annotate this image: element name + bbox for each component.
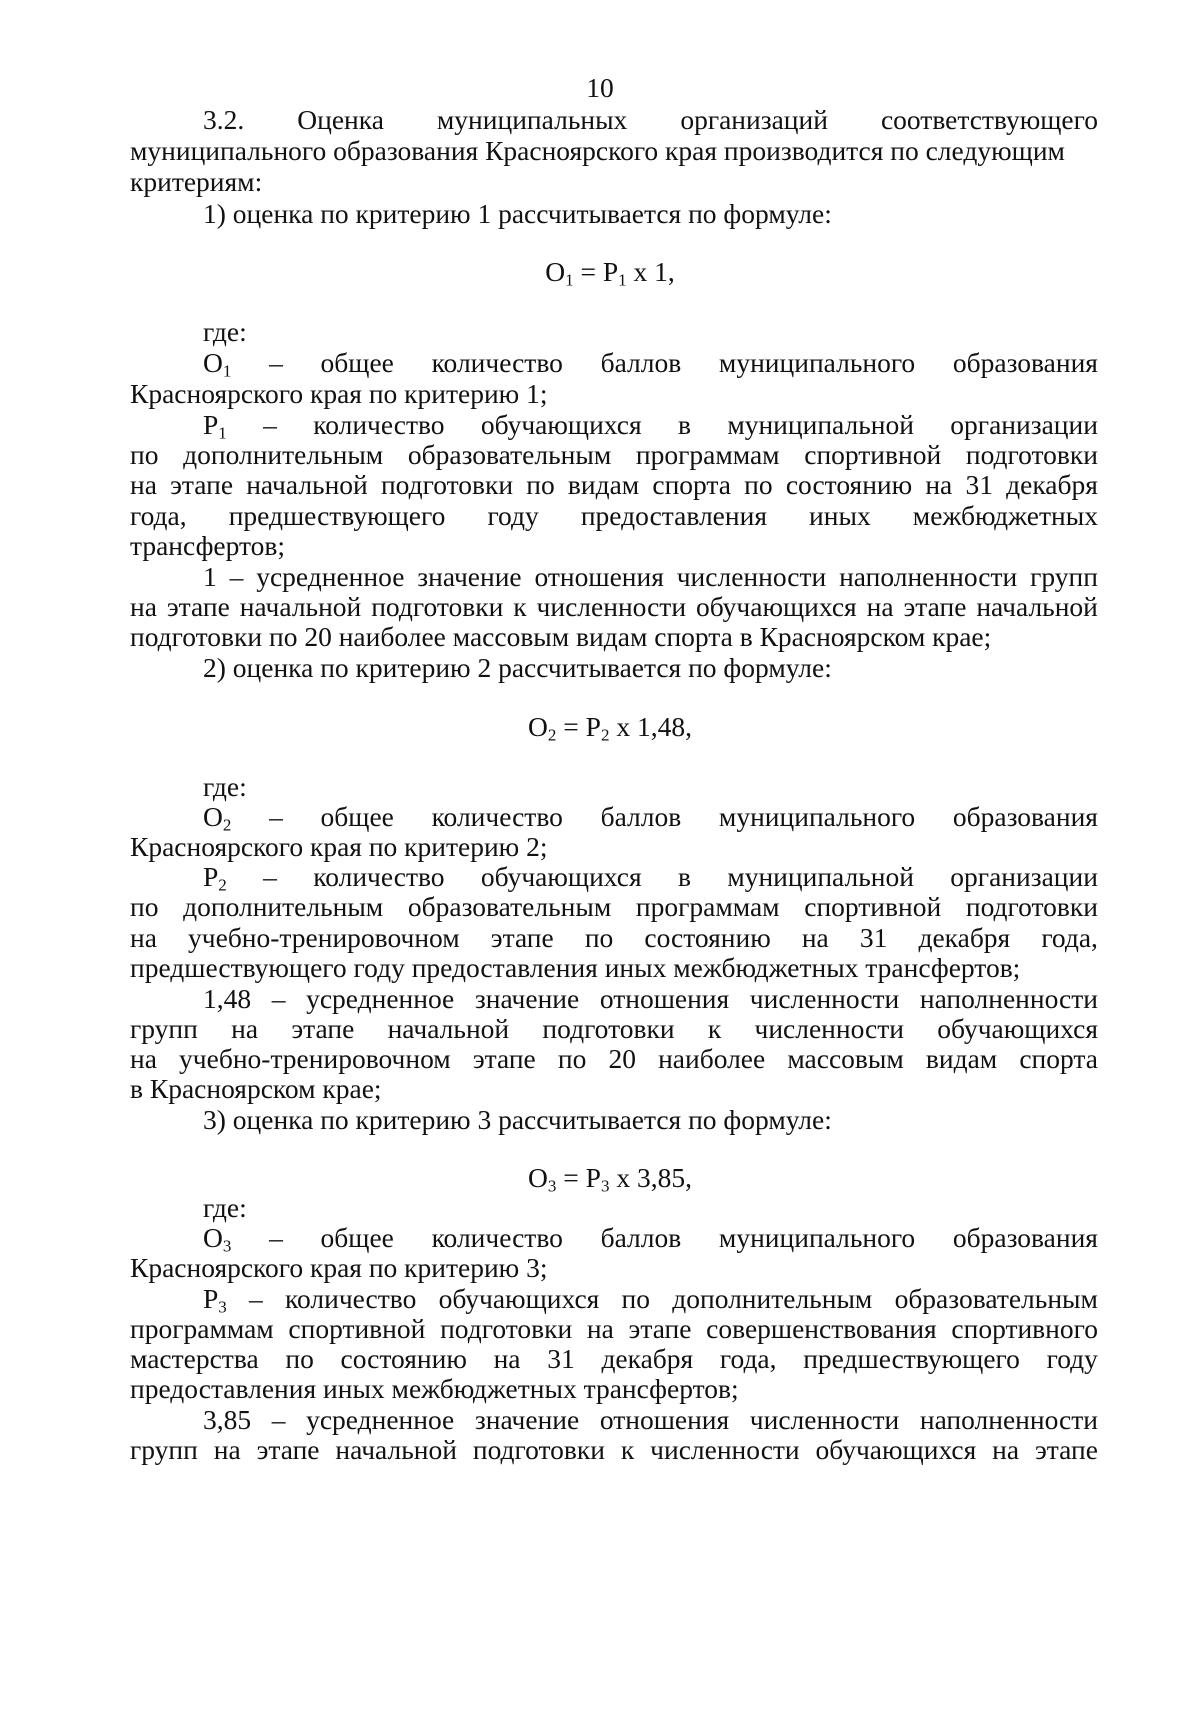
word: видам (567, 469, 640, 500)
formula-3 (0, 1162, 1200, 1194)
coef-1-definition-line-1 (203, 561, 1098, 593)
word: численности (754, 1013, 904, 1044)
page-number: 10 (586, 72, 614, 103)
word: года, (130, 500, 187, 531)
p3-definition-line-4: предоставления иных межбюджетных трансфертов; (130, 1373, 739, 1404)
word: 1,48 (203, 983, 252, 1014)
coef-2-definition-line-1 (203, 983, 1098, 1015)
p1-definition-line-1 (203, 409, 1098, 441)
word: декабря (601, 1343, 694, 1374)
word: обучающихся (480, 409, 642, 440)
word: муниципального (718, 801, 916, 832)
word: обучающихся (695, 591, 857, 622)
word: баллов (600, 801, 682, 832)
word: значение (474, 1404, 580, 1435)
word: – (249, 1283, 263, 1314)
formula-lhs: $О_1$ (545, 256, 574, 290)
word: численности (749, 1404, 900, 1435)
word: на (130, 1043, 157, 1074)
word: состоянию (644, 922, 771, 953)
p2-definition-line-4: предшествующего году предоставления иных межбюджетных трансфертов; (130, 952, 1021, 983)
word: по (584, 922, 614, 953)
word: количество (431, 347, 563, 378)
formula-coefficient: х 1,48, (609, 711, 692, 742)
word: начальной (976, 591, 1098, 622)
word: начальной (387, 1013, 510, 1044)
word: видам (925, 1043, 998, 1074)
criterion-2-heading: 2) оценка по критерию 2 рассчитывается по формуле: (203, 652, 832, 683)
word: начальной (239, 591, 362, 622)
word: – (269, 801, 283, 832)
word: количество (313, 409, 445, 440)
word: 3.2. (203, 104, 245, 135)
formula-coefficient: х 3,85, (609, 1162, 692, 1193)
word: – (271, 983, 286, 1014)
word: спорта (652, 469, 731, 500)
word: муниципального (718, 1222, 916, 1253)
word: обучающихся (815, 1434, 977, 1465)
word: этапе (291, 1013, 355, 1044)
word: количество (313, 861, 445, 892)
word: – (263, 409, 277, 440)
formula-equals: = (573, 256, 603, 287)
word: дополнительным (183, 891, 384, 922)
word: муниципальных (436, 104, 628, 135)
word: количество (431, 1222, 563, 1253)
word: по (130, 439, 159, 470)
word: массовым (787, 1043, 904, 1074)
word: мастерства (130, 1343, 259, 1374)
word: году (487, 500, 539, 531)
word: обучающихся (937, 1013, 1098, 1044)
word: численности (676, 561, 827, 592)
word: – (269, 1222, 283, 1253)
word: организации (950, 861, 1098, 892)
formula-lhs: $О_2$ (528, 711, 557, 745)
p1-definition-line-5: трансфертов; (130, 530, 286, 561)
p2-definition-line-2 (130, 891, 1098, 923)
word: спортивной (804, 439, 942, 470)
word: значение (474, 983, 580, 1014)
symbol: $О_1$ (203, 347, 232, 381)
p3-definition-line-3 (130, 1343, 1098, 1375)
where-label-2: где: (203, 771, 247, 802)
word: образовательным (894, 1283, 1098, 1314)
formula-coefficient: х 1, (626, 256, 675, 287)
word: учебно-тренировочном (179, 1043, 451, 1074)
word: этапе (903, 591, 967, 622)
word: соответствующего (880, 104, 1098, 135)
o1-definition-line-2: Красноярского края по критерию 1; (130, 378, 548, 409)
word: совершенствования (706, 1313, 937, 1344)
word: подготовки (472, 1434, 605, 1465)
word: групп (130, 1013, 198, 1044)
criterion-3-heading: 3) оценка по критерию 3 рассчитывается по формуле: (203, 1104, 832, 1135)
coef-1-definition-line-3: подготовки по 20 наиболее массовым видам спорта в Красноярском крае; (130, 621, 992, 652)
coef-3-definition-line-1 (203, 1404, 1098, 1436)
symbol: $О_2$ (203, 801, 232, 835)
word: численности (650, 1434, 800, 1465)
word: подготовки (965, 891, 1098, 922)
p3-definition-line-2 (130, 1313, 1098, 1345)
word: предшествующего (228, 500, 446, 531)
formula-variable: $Р_3$ (585, 1162, 610, 1196)
formula-2 (0, 711, 1200, 743)
o1-definition-line-1 (203, 347, 1098, 379)
word: этапе (490, 922, 554, 953)
word: к (707, 1013, 722, 1044)
word: начальной (335, 1434, 457, 1465)
p1-definition-line-3 (130, 469, 1098, 501)
where-label-1: где: (203, 316, 247, 347)
coef-2-definition-line-4: в Красноярском крае; (130, 1073, 382, 1104)
word: образования (952, 1222, 1098, 1253)
word: численности (749, 983, 900, 1014)
section-3-2-line-3: критериям: (130, 166, 263, 197)
word: дополнительным (183, 439, 384, 470)
word: количество (285, 1283, 417, 1314)
word: программам (635, 891, 780, 922)
word: на (130, 922, 157, 953)
formula-variable: $Р_1$ (602, 256, 627, 290)
word: подготовки (965, 439, 1098, 470)
word: 20 (608, 1043, 636, 1074)
word: состоянию (785, 469, 913, 500)
word: образования (952, 801, 1098, 832)
word: года, (719, 1343, 777, 1374)
o3-definition-line-2: Красноярского края по критерию 3; (130, 1252, 548, 1283)
word: программам (130, 1313, 274, 1344)
word: общее (320, 1222, 394, 1253)
word: усредненное (256, 561, 405, 592)
word: подготовки (440, 1313, 573, 1344)
word: отношения (599, 1404, 730, 1435)
symbol: $Р_3$ (203, 1283, 227, 1317)
word: спорта (1019, 1043, 1098, 1074)
section-3-2-line-2: муниципального образования Красноярского края производится по следующим (130, 135, 1065, 166)
word: значение (417, 561, 522, 592)
formula-1 (0, 256, 1200, 288)
p2-definition-line-1 (203, 861, 1098, 893)
word: программам (635, 439, 780, 470)
word: наполненности (919, 983, 1098, 1014)
word: баллов (600, 347, 682, 378)
o2-definition-line-2: Красноярского края по критерию 2; (130, 831, 548, 862)
word: дополнительным (672, 1283, 873, 1314)
word: групп (1030, 561, 1098, 592)
word: по (130, 891, 159, 922)
where-label-3: где: (203, 1192, 247, 1223)
coef-2-definition-line-3 (130, 1043, 1098, 1075)
p3-definition-line-1 (203, 1283, 1098, 1315)
word: на (130, 591, 157, 622)
word: – (263, 861, 277, 892)
formula-equals: = (556, 1162, 586, 1193)
p2-definition-line-3 (130, 922, 1098, 954)
o3-definition-line-1 (203, 1222, 1098, 1254)
word: усредненное (306, 983, 455, 1014)
word: на (130, 469, 157, 500)
word: усредненное (306, 1404, 455, 1435)
word: в (677, 861, 691, 892)
word: наиболее (658, 1043, 766, 1074)
coef-2-definition-line-2 (130, 1013, 1098, 1045)
word: предшествующего (803, 1343, 1020, 1374)
word: иных (809, 500, 871, 531)
word: организаций (680, 104, 828, 135)
word: Оценка (297, 104, 384, 135)
word: баллов (600, 1222, 682, 1253)
word: 31 (859, 922, 888, 953)
word: на (925, 469, 953, 500)
formula-equals: = (556, 711, 586, 742)
word: подготовки (542, 1013, 675, 1044)
word: численности (536, 591, 687, 622)
word: учебно-тренировочном (188, 922, 460, 953)
word: декабря (1006, 469, 1098, 500)
word: этапе (628, 1313, 692, 1344)
word: подготовки (371, 591, 504, 622)
word: к (620, 1434, 635, 1465)
word: по (526, 469, 555, 500)
word: общее (320, 347, 394, 378)
word: этапе (256, 1434, 320, 1465)
section-3-2-line-1 (203, 104, 1098, 136)
word: спортивной (804, 891, 942, 922)
criterion-1-heading: 1) оценка по критерию 1 рассчитывается по формуле: (203, 198, 832, 229)
word: – (271, 1404, 286, 1435)
word: – (269, 347, 283, 378)
word: состоянию (340, 1343, 467, 1374)
word: этапе (1034, 1434, 1098, 1465)
word: 31 (965, 469, 993, 500)
word: начальной (246, 469, 368, 500)
word: образовательным (407, 891, 612, 922)
word: по (744, 469, 773, 500)
word: муниципальной (727, 409, 914, 440)
word: на (493, 1343, 521, 1374)
o2-definition-line-1 (203, 801, 1098, 833)
word: муниципальной (727, 861, 914, 892)
coef-1-definition-line-2 (130, 591, 1098, 623)
word: образовательным (407, 439, 612, 470)
word: этапе (166, 591, 230, 622)
word: подготовки (380, 469, 514, 500)
word: на (801, 922, 829, 953)
word: общее (320, 801, 394, 832)
word: декабря (918, 922, 1011, 953)
symbol: $Р_2$ (203, 861, 227, 895)
word: предоставления (580, 500, 767, 531)
word: спортивного (951, 1313, 1098, 1344)
word: обучающихся (438, 1283, 600, 1314)
word: образования (952, 347, 1098, 378)
word: межбюджетных (912, 500, 1098, 531)
word: на (586, 1313, 614, 1344)
word: на (866, 591, 894, 622)
symbol: $Р_1$ (203, 409, 227, 443)
word: по (285, 1343, 314, 1374)
word: 31 (547, 1343, 575, 1374)
word: муниципального (718, 347, 916, 378)
p1-definition-line-2 (130, 439, 1098, 471)
p1-definition-line-4 (130, 500, 1098, 532)
word: 1 (203, 561, 217, 592)
word: наполненности (919, 1404, 1098, 1435)
formula-lhs: $О_3$ (528, 1162, 557, 1196)
coef-3-definition-line-2 (130, 1434, 1098, 1466)
word: наполненности (839, 561, 1018, 592)
word: – (229, 561, 244, 592)
word: по (557, 1043, 587, 1074)
word: организации (950, 409, 1098, 440)
word: отношения (534, 561, 664, 592)
word: в (677, 409, 691, 440)
word: на (231, 1013, 259, 1044)
word: спортивной (288, 1313, 426, 1344)
word: отношения (599, 983, 730, 1014)
symbol: $О_3$ (203, 1222, 232, 1256)
word: этапе (472, 1043, 536, 1074)
word: обучающихся (480, 861, 642, 892)
word: групп (130, 1434, 198, 1465)
word: по (621, 1283, 650, 1314)
word: году (1046, 1343, 1098, 1374)
word: этапе (170, 469, 234, 500)
word: количество (431, 801, 563, 832)
word: года, (1041, 922, 1098, 953)
formula-variable: $Р_2$ (585, 711, 610, 745)
word: к (513, 591, 527, 622)
word: 3,85 (203, 1404, 252, 1435)
word: на (992, 1434, 1020, 1465)
word: на (213, 1434, 241, 1465)
